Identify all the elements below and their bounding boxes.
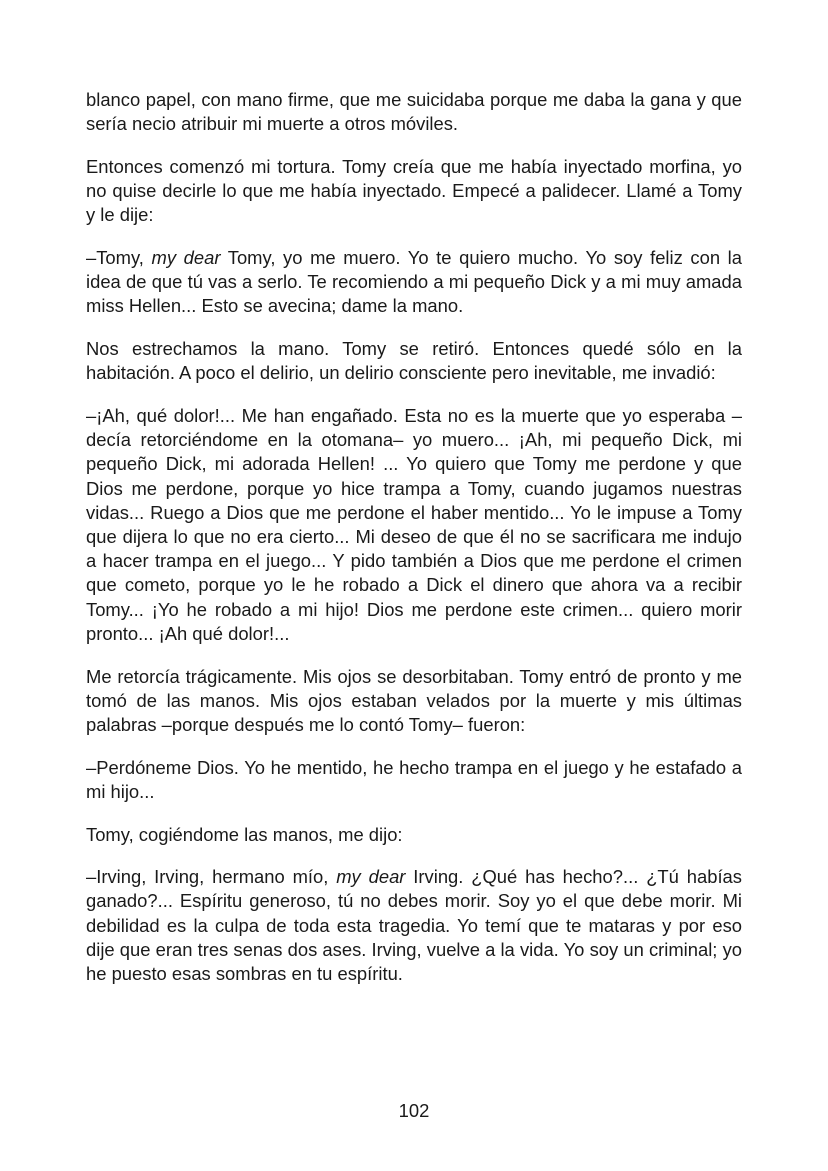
italic-phrase: my dear [336,866,406,888]
paragraph-8 [86,823,742,847]
paragraph-text: Tomy, yo me muero. Yo te quiero mucho. Yo soy feliz con la idea de que tú vas a serlo. Te recomiendo a mi pequeño Dick y a mi muy amada miss Hellen... Esto se avecina; dame la mano. [86,247,742,317]
italic-phrase: my dear [151,247,221,269]
paragraph-1 [86,88,742,136]
page-body [86,88,742,1005]
paragraph-text: blanco papel, con mano firme, que me suicidaba porque me daba la gana y que sería necio atribuir mi muerte a otros móviles. [86,89,742,135]
paragraph-7 [86,756,742,804]
paragraph-text: –¡Ah, qué dolor!... Me han engañado. Esta no es la muerte que yo esperaba –decía retorciéndome en la otomana– yo muero... ¡Ah, mi pequeño Dick, mi pequeño Dick, mi adorada Hellen! ... Yo quiero que Tomy me perdone y que Dios me perdone, porque yo hice trampa a Tomy, cuando jugamos nuestras vidas... Ruego a Dios que me perdone el haber mentido... Yo le impuse a Tomy que dijera lo que no era cierto... Mi deseo de que él no se sacrificara me indujo a hacer trampa en el juego... Y pido también a Dios que me perdone el crimen que cometo, porque yo le he robado a Dick el dinero que ahora va a recibir Tomy... ¡Yo he robado a mi hijo! Dios me perdone este crimen... quiero morir pronto... ¡Ah qué dolor!... [86,405,742,644]
paragraph-3 [86,246,742,319]
paragraph-text: Irving. ¿Qué has hecho?... ¿Tú habías ganado?... Espíritu generoso, tú no debes morir. Soy yo el que debe morir. Mi debilidad es la culpa de toda esta tragedia. Yo temí que te mataras y por eso dije que eran tres senas dos ases. Irving, vuelve a la vida. Yo soy un criminal; yo he puesto esas sombras en tu espíritu. [86,866,742,985]
paragraph-text: Nos estrechamos la mano. Tomy se retiró. Entonces quedé sólo en la habitación. A poco el delirio, un delirio consciente pero inevitable, me invadió: [86,338,742,384]
paragraph-4 [86,337,742,385]
paragraph-text: Tomy, cogiéndome las manos, me dijo: [86,823,403,845]
page-number: 102 [398,1100,430,1121]
paragraph-2 [86,155,742,228]
paragraph-9 [86,865,742,986]
paragraph-text: Entonces comenzó mi tortura. Tomy creía que me había inyectado morfina, yo no quise decirle lo que me había inyectado. Empecé a palidecer. Llamé a Tomy y le dije: [86,155,742,226]
paragraph-text: –Tomy, [86,247,152,269]
paragraph-6 [86,665,742,738]
paragraph-text: –Perdóneme Dios. Yo he mentido, he hecho trampa en el juego y he estafado a mi hijo... [86,756,742,802]
paragraph-5 [86,404,742,646]
paragraph-text: –Irving, Irving, hermano mío, [86,866,337,888]
paragraph-text: Me retorcía trágicamente. Mis ojos se desorbitaban. Tomy entró de pronto y me tomó de las manos. Mis ojos estaban velados por la muerte y mis últimas palabras –porque después me lo contó Tomy– fueron: [86,665,742,735]
